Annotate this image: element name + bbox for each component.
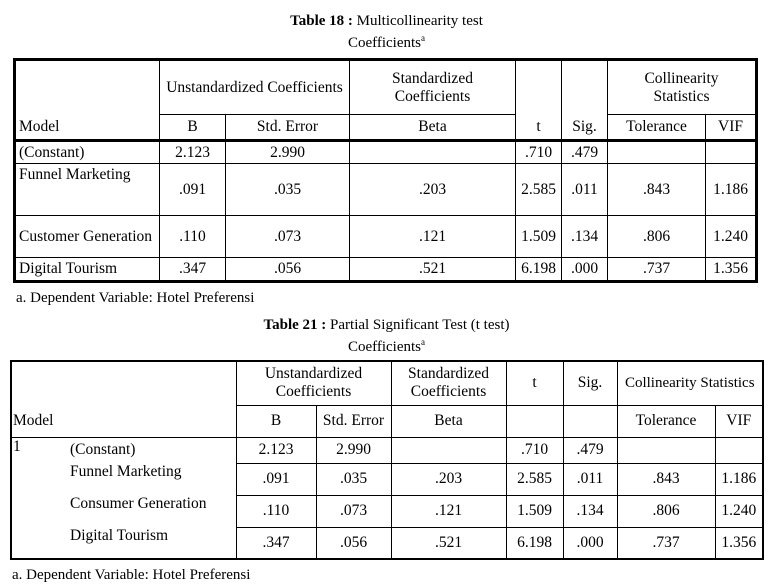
table1-cell-se: .056 [226, 258, 350, 282]
table1-cell-se: .035 [226, 164, 350, 216]
table2-subcaption-sup: a [421, 337, 426, 347]
table1-cell-b: .347 [160, 258, 226, 282]
table1-subcaption-sup: a [421, 33, 426, 43]
table2-cell-t: 2.585 [506, 463, 563, 495]
table1-cell-tol: .806 [608, 216, 706, 258]
table1-cell-vif: 1.186 [706, 164, 757, 216]
table1-header-sig-blank [562, 60, 608, 115]
table1-header-unstandardized: Unstandardized Coefficients [160, 60, 350, 115]
table-row [11, 495, 763, 527]
table1-header-sig: Sig. [562, 115, 608, 141]
table1-cell-b: .110 [160, 216, 226, 258]
table1-cell-tol: .737 [608, 258, 706, 282]
table1-row-label: (Constant) [15, 141, 160, 164]
table2-header-b: B [236, 405, 316, 437]
table1-cell-sig: .000 [562, 258, 608, 282]
table1-cell-se: .073 [226, 216, 350, 258]
table1-cell-t: 1.509 [516, 216, 562, 258]
table2-header-t: t [506, 361, 563, 405]
table1-cell-tol: .843 [608, 164, 706, 216]
table1-header-blank [15, 60, 160, 115]
partial-significant-table [10, 360, 764, 560]
table1-cell-beta: .121 [350, 216, 516, 258]
table-row [15, 164, 757, 216]
table1-cell-tol [608, 141, 706, 164]
table2-header-sig: Sig. [563, 361, 617, 405]
table1-cell-vif: 1.240 [706, 216, 757, 258]
table2-header-tolerance: Tolerance [617, 405, 715, 437]
table1-cell-sig: .134 [562, 216, 608, 258]
table2-cell-se: 2.990 [316, 437, 391, 463]
table1-header-t: t [516, 115, 562, 141]
table2-cell-tol: .843 [617, 463, 715, 495]
table2-cell-beta: .203 [391, 463, 506, 495]
table1-header-beta: Beta [350, 115, 516, 141]
table2-cell-t: 1.509 [506, 495, 563, 527]
table2-cell-vif: 1.240 [715, 495, 763, 527]
table2-cell-sig: .000 [563, 527, 617, 559]
table2-row-label: (Constant) [66, 437, 236, 463]
table2-cell-beta [391, 437, 506, 463]
table2-cell-sig: .134 [563, 495, 617, 527]
table2-row-label: Digital Tourism [66, 527, 236, 559]
table2-cell-beta: .121 [391, 495, 506, 527]
table2-cell-b: .110 [236, 495, 316, 527]
table1-footnote: a. Dependent Variable: Hotel Preferensi [16, 290, 255, 306]
table1-cell-beta: .521 [350, 258, 516, 282]
table1-header-collinearity: Collinearity Statistics [608, 60, 757, 115]
table1-cell-beta [350, 141, 516, 164]
table1-header-model: Model [15, 115, 160, 141]
table2-header-vif: VIF [715, 405, 763, 437]
table-row [15, 141, 757, 164]
table1-cell-beta: .203 [350, 164, 516, 216]
table1-header-t-blank [516, 60, 562, 115]
table-row [11, 463, 763, 495]
table2-subcaption-text: Coefficients [347, 339, 422, 355]
table1-caption [0, 12, 773, 30]
table2-caption [0, 316, 773, 334]
table2-cell-t: .710 [506, 437, 563, 463]
table1-header-standardized: Standardized Coefficients [350, 60, 516, 115]
table1-subcaption [0, 34, 773, 52]
table1-caption-number: Table 18 : [290, 13, 353, 29]
table2-header-std-error: Std. Error [316, 405, 391, 437]
table-row [11, 437, 763, 463]
table2-cell-se: .056 [316, 527, 391, 559]
table2-cell-sig: .479 [563, 437, 617, 463]
table1-cell-b: 2.123 [160, 141, 226, 164]
table1-cell-t: .710 [516, 141, 562, 164]
table2-header-unstandardized: Unstandardized Coefficients [236, 361, 391, 405]
table2-cell-se: .035 [316, 463, 391, 495]
table2-cell-beta: .521 [391, 527, 506, 559]
table1-cell-vif: 1.356 [706, 258, 757, 282]
table2-header-t-blank [506, 405, 563, 437]
table1-cell-t: 6.198 [516, 258, 562, 282]
table2-header-beta: Beta [391, 405, 506, 437]
table2-header-sig-blank [563, 405, 617, 437]
table2-cell-tol [617, 437, 715, 463]
table1-cell-sig: .479 [562, 141, 608, 164]
table2-subcaption [0, 338, 773, 356]
table2-footnote: a. Dependent Variable: Hotel Preferensi [12, 567, 251, 583]
table2-cell-sig: .011 [563, 463, 617, 495]
table2-cell-vif: 1.356 [715, 527, 763, 559]
table2-cell-t: 6.198 [506, 527, 563, 559]
table2-cell-tol: .806 [617, 495, 715, 527]
table1-header-vif: VIF [706, 115, 757, 141]
table1-cell-vif [706, 141, 757, 164]
table1-cell-t: 2.585 [516, 164, 562, 216]
table2-header-blank [11, 361, 236, 405]
table2-caption-number: Table 21 : [263, 317, 327, 333]
table1-cell-se: 2.990 [226, 141, 350, 164]
table-row [11, 527, 763, 559]
table2-row-label: Funnel Marketing [66, 463, 236, 495]
table2-cell-se: .073 [316, 495, 391, 527]
table1-header-std-error: Std. Error [226, 115, 350, 141]
table2-cell-b: .347 [236, 527, 316, 559]
table2-model-number: 1 [11, 437, 66, 559]
table1-header-tolerance: Tolerance [608, 115, 706, 141]
table2-header-standardized: Standardized Coefficients [391, 361, 506, 405]
table-row [15, 258, 757, 282]
table2-header-collinearity: Collinearity Statistics [617, 361, 763, 405]
table2-row-label: Consumer Generation [66, 495, 236, 527]
table1-subcaption-text: Coefficients [347, 35, 422, 51]
table2-header-model: Model [11, 405, 236, 437]
table2-cell-vif: 1.186 [715, 463, 763, 495]
multicollinearity-table [13, 58, 758, 283]
table1-caption-title: Multicollinearity test [352, 13, 483, 29]
table2-caption-title: Partial Significant Test (t test) [326, 317, 510, 333]
table1-header-b: B [160, 115, 226, 141]
table1-row-label: Customer Generation [15, 216, 160, 258]
table2-cell-b: .091 [236, 463, 316, 495]
table-row [15, 216, 757, 258]
table2-cell-vif [715, 437, 763, 463]
table1-row-label: Digital Tourism [15, 258, 160, 282]
table2-cell-tol: .737 [617, 527, 715, 559]
table1-cell-b: .091 [160, 164, 226, 216]
table2-cell-b: 2.123 [236, 437, 316, 463]
table1-row-label: Funnel Marketing [15, 164, 160, 216]
table1-cell-sig: .011 [562, 164, 608, 216]
